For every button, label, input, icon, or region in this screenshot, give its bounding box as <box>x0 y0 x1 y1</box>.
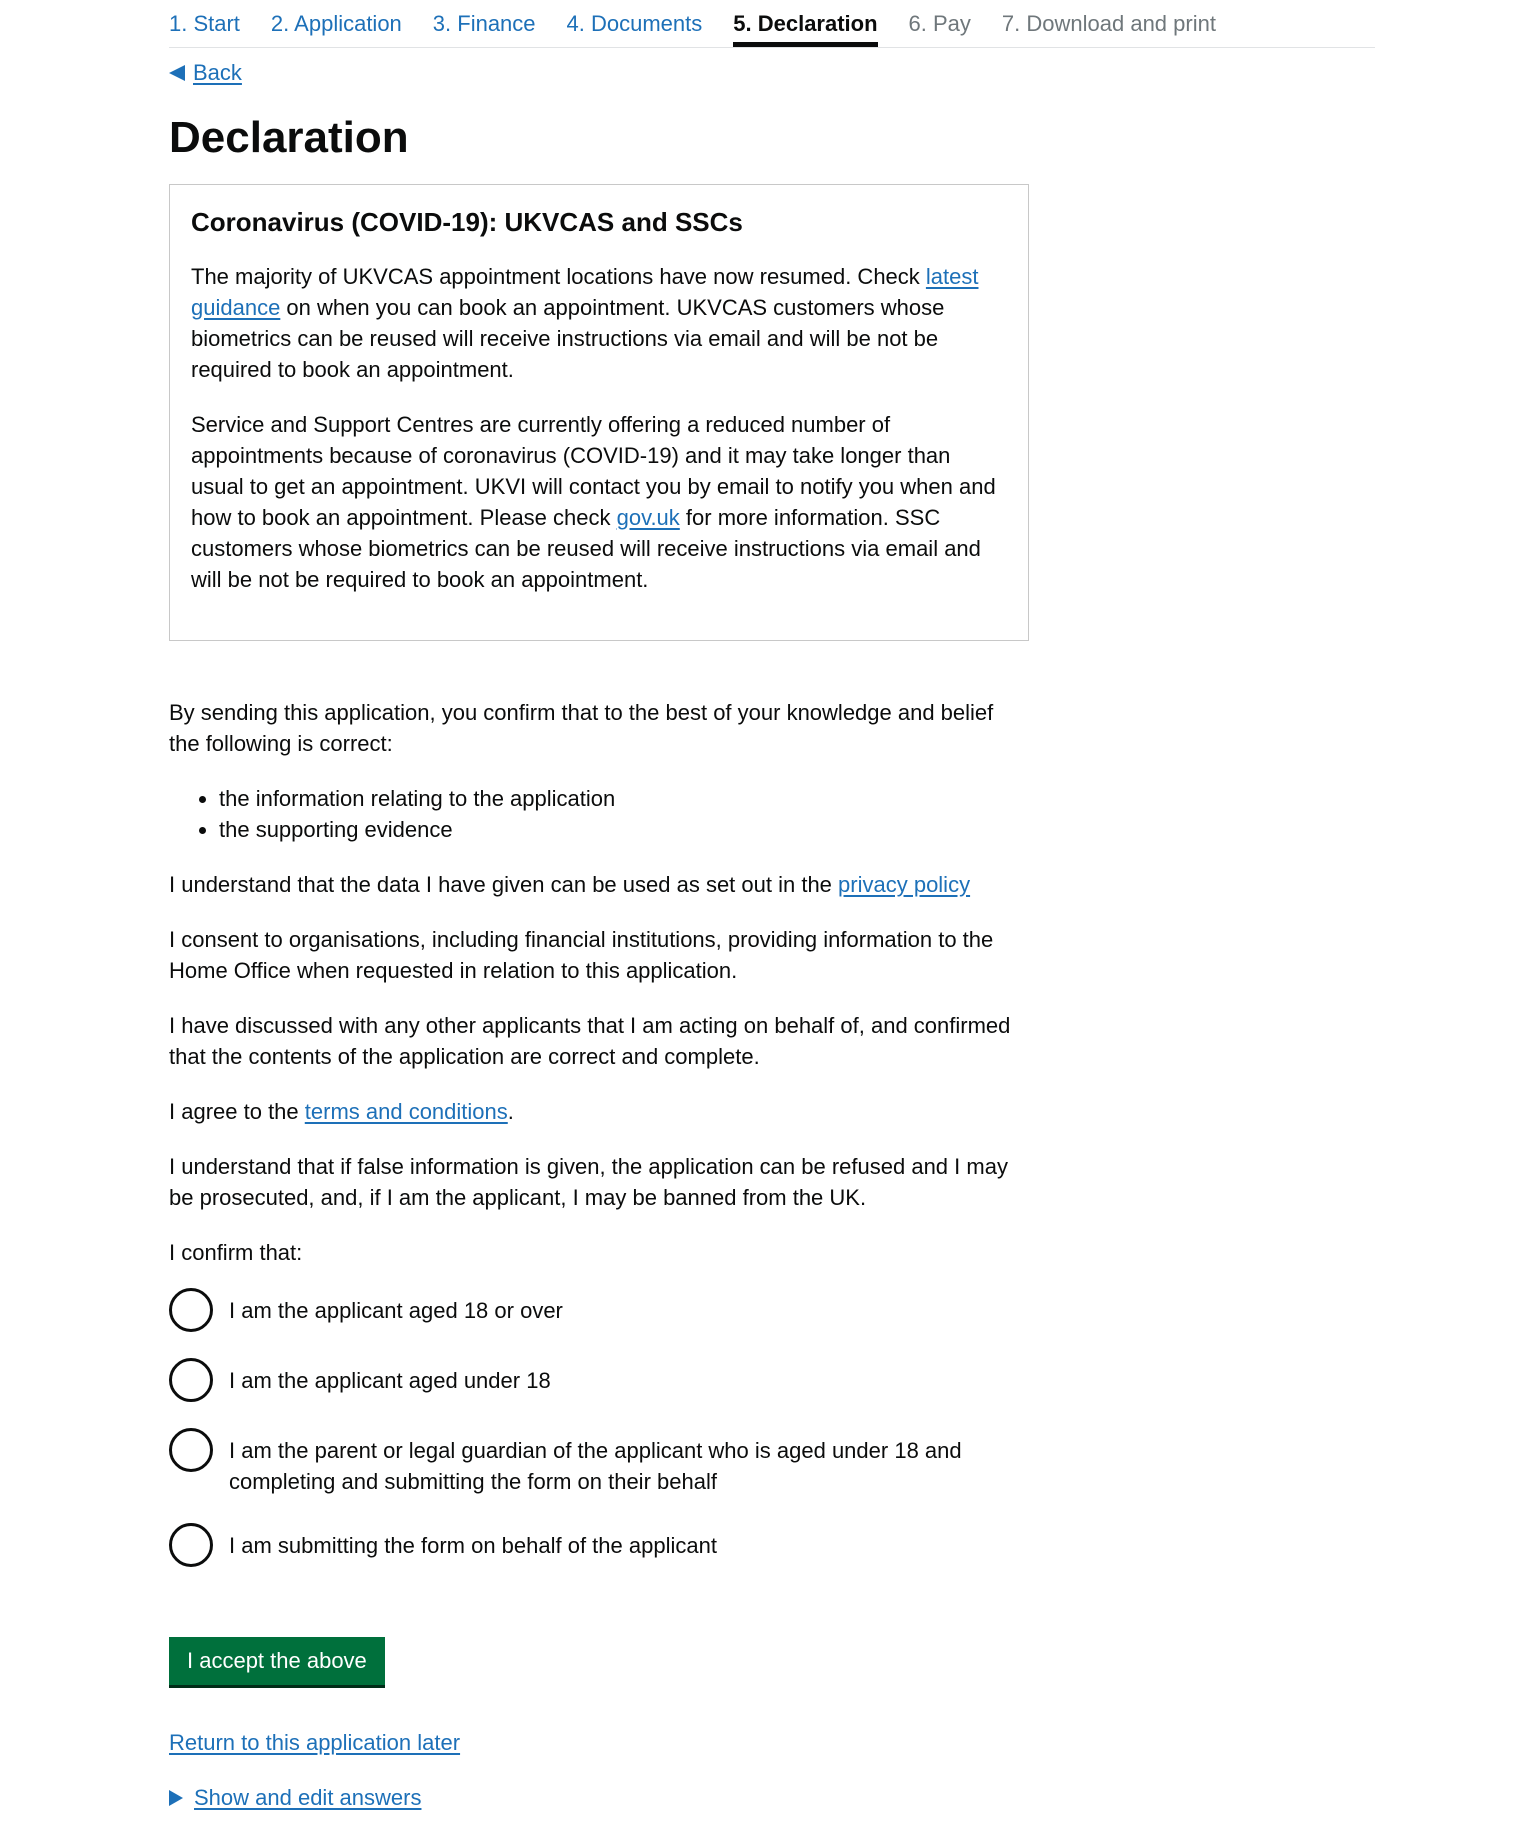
step-pay: 6. Pay <box>908 11 971 36</box>
step-start[interactable]: 1. Start <box>169 11 240 36</box>
radio-label[interactable]: I am the applicant aged 18 or over <box>229 1298 563 1323</box>
back-arrow-icon[interactable] <box>169 65 185 81</box>
step-declaration: 5. Declaration <box>733 0 877 47</box>
step-finance[interactable]: 3. Finance <box>432 11 536 36</box>
notice-paragraph-ukvcas: The majority of UKVCAS appointment locations have now resumed. Check latest guidance on when you can book an appointment. UKVCAS customers whose biometrics can be reused will receive instructions via email and will be not be required to book an appointment. <box>191 264 979 382</box>
privacy-statement: I understand that the data I have given can be used as set out in the privacy policy <box>169 872 971 897</box>
notice-paragraph-ssc: Service and Support Centres are currently offering a reduced number of appointments because of coronavirus (COVID-19) and it may take longer than usual to get an appointment. UKVI will contact you by email to notify you when and how to book an appointment. Please check gov.uk for more information. SSC customers whose biometrics can be reused will receive instructions via email and will be not be required to book an appointment. <box>191 412 996 592</box>
declaration-bullet-list <box>169 783 1029 845</box>
notice-title: Coronavirus (COVID-19): UKVCAS and SSCs <box>191 207 743 237</box>
radio-label[interactable]: I am submitting the form on behalf of the applicant <box>229 1533 717 1558</box>
declaration-body <box>169 697 1029 1813</box>
radio-button[interactable] <box>169 1428 213 1472</box>
terms-statement: I agree to the terms and conditions. <box>169 1099 514 1124</box>
radio-applicant-under-18[interactable] <box>169 1358 1029 1402</box>
privacy-policy-link[interactable]: privacy policy <box>838 872 971 897</box>
consent-statement: I consent to organisations, including financial institutions, providing information to the Home Office when requested in relation to this application. <box>169 927 994 983</box>
page-title: Declaration <box>169 113 409 162</box>
covid-notice-panel <box>169 184 1029 641</box>
gov-uk-link[interactable]: gov.uk <box>616 505 680 530</box>
radio-on-behalf-of-applicant[interactable] <box>169 1523 1029 1567</box>
step-navigation <box>169 0 1375 48</box>
triangle-right-icon[interactable] <box>169 1790 183 1806</box>
page-container <box>169 0 1375 1813</box>
radio-applicant-18-or-over[interactable] <box>169 1288 1029 1332</box>
false-information-statement: I understand that if false information is given, the application can be refused and I may be prosecuted, and, if I am the applicant, I may be banned from the UK. <box>169 1154 1008 1210</box>
list-item: • the information relating to the application <box>219 783 1029 814</box>
radio-button[interactable] <box>169 1358 213 1402</box>
step-application[interactable]: 2. Application <box>270 11 402 36</box>
discussed-statement: I have discussed with any other applicants that I am acting on behalf of, and confirmed that the contents of the application are correct and complete. <box>169 1013 1011 1069</box>
terms-and-conditions-link[interactable]: terms and conditions <box>304 1099 508 1124</box>
back-link-row[interactable] <box>169 58 1375 88</box>
radio-parent-or-guardian[interactable] <box>169 1428 1029 1497</box>
return-later-link[interactable]: Return to this application later <box>169 1730 461 1755</box>
radio-button[interactable] <box>169 1523 213 1567</box>
step-download-print: 7. Download and print <box>1001 11 1216 36</box>
show-answers-link[interactable]: Show and edit answers <box>194 1785 422 1810</box>
step-documents[interactable]: 4. Documents <box>566 11 703 36</box>
radio-label[interactable]: I am the applicant aged under 18 <box>229 1368 551 1393</box>
latest-guidance-link[interactable]: latest guidance <box>191 264 979 320</box>
confirm-label: I confirm that: <box>169 1240 303 1265</box>
back-link[interactable]: Back <box>193 60 242 85</box>
show-answers-toggle[interactable] <box>169 1782 1029 1813</box>
radio-button[interactable] <box>169 1288 213 1332</box>
list-item: • the supporting evidence <box>219 814 1029 845</box>
declaration-intro: By sending this application, you confirm that to the best of your knowledge and belief the following is correct: <box>169 700 994 756</box>
accept-button[interactable]: I accept the above <box>169 1637 385 1685</box>
radio-label[interactable]: I am the parent or legal guardian of the applicant who is aged under 18 and completing and submitting the form on their behalf <box>229 1438 962 1494</box>
